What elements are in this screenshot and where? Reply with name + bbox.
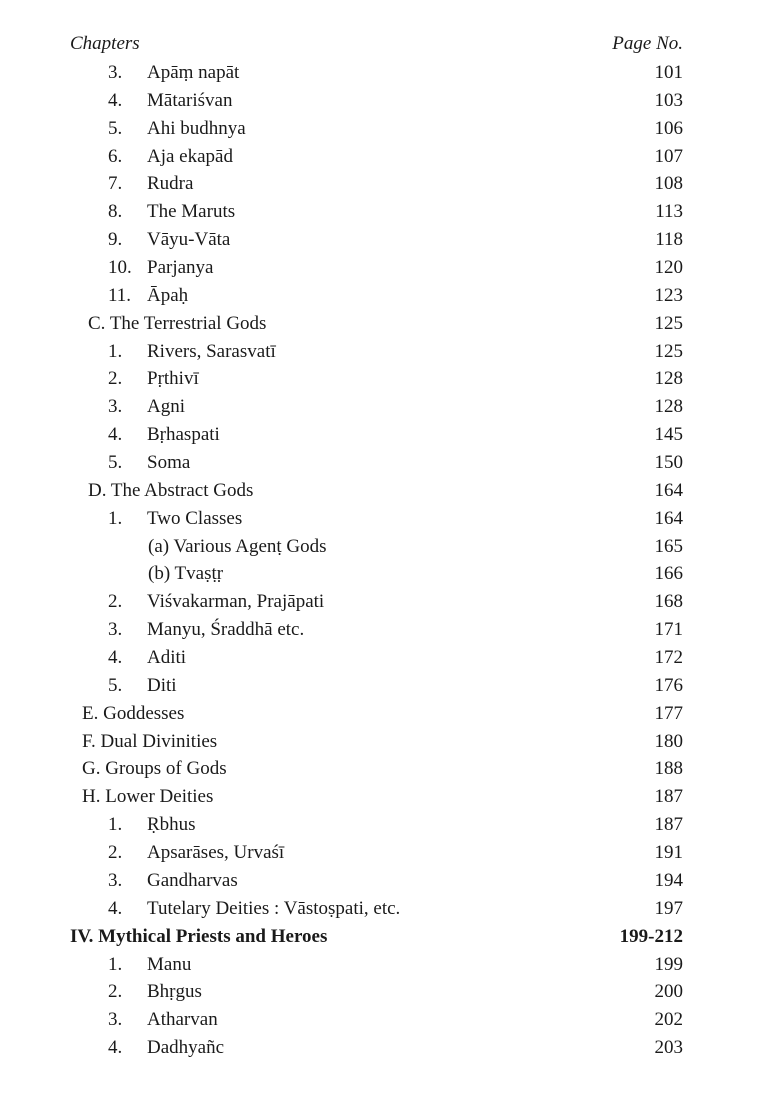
entry-title: H. Lower Deities <box>82 786 214 808</box>
toc-entry-row <box>0 953 780 981</box>
entry-number: 10. <box>108 257 132 279</box>
entry-title: Rudra <box>147 173 194 195</box>
entry-page-number: 188 <box>654 758 683 780</box>
entry-page-number: 101 <box>654 62 683 83</box>
entry-number: 7. <box>108 173 123 195</box>
entry-number: 2. <box>108 981 123 1003</box>
entry-page-number: 191 <box>654 842 683 864</box>
entry-title: E. Goddesses <box>82 702 185 724</box>
entry-title: C. The Terrestrial Gods <box>88 312 267 334</box>
entry-title: Apāṃ napāt <box>147 62 240 83</box>
entry-number: 9. <box>108 229 123 251</box>
entry-page-number: 164 <box>654 507 683 529</box>
toc-entry-row <box>0 117 780 145</box>
toc-entry-row <box>0 618 780 646</box>
toc-entry-row <box>0 562 780 590</box>
entry-number: 4. <box>108 897 123 919</box>
entry-number: 6. <box>108 145 123 167</box>
toc-entry-row <box>0 813 780 841</box>
entry-number: 1. <box>108 953 123 975</box>
entry-title: Manyu, Śraddhā etc. <box>147 619 305 641</box>
toc-entry-row <box>0 172 780 200</box>
table-of-contents <box>0 61 780 1064</box>
entry-title: Viśvakarman, Prajāpati <box>147 591 325 613</box>
toc-part-row <box>0 925 780 953</box>
entry-page-number: 166 <box>654 563 683 585</box>
entry-page-number: 125 <box>654 312 683 334</box>
toc-entry-row <box>0 200 780 228</box>
entry-number: 3. <box>108 396 123 418</box>
toc-entry-row <box>0 646 780 674</box>
entry-page-number: 107 <box>654 145 683 167</box>
entry-number: 4. <box>108 89 123 111</box>
toc-entry-row <box>0 869 780 897</box>
toc-entry-row <box>0 590 780 618</box>
toc-entry-row <box>0 507 780 535</box>
entry-number: 3. <box>108 1009 123 1031</box>
entry-number: 4. <box>108 647 123 669</box>
entry-number: 4. <box>108 1037 123 1059</box>
entry-page-number: 128 <box>654 368 683 390</box>
entry-page-number: 118 <box>655 229 683 251</box>
entry-page-number: 197 <box>654 897 683 919</box>
toc-entry-row <box>0 674 780 702</box>
entry-page-number: 106 <box>654 117 683 139</box>
entry-page-number: 120 <box>654 257 683 279</box>
entry-page-number: 123 <box>654 284 683 306</box>
toc-entry-row <box>0 980 780 1008</box>
toc-entry-row <box>0 256 780 284</box>
entry-title: Apsarāses, Urvaśī <box>147 842 285 864</box>
entry-page-number: 113 <box>655 201 683 223</box>
toc-entry-row <box>0 897 780 925</box>
entry-page-number: 150 <box>654 452 683 474</box>
entry-page-number: 164 <box>654 479 683 501</box>
toc-entry-row <box>0 145 780 173</box>
entry-title: Agni <box>147 396 185 418</box>
entry-page-number: 145 <box>654 424 683 446</box>
entry-page-number: 128 <box>654 396 683 418</box>
toc-entry-row <box>0 1036 780 1064</box>
entry-title: Two Classes <box>147 507 243 529</box>
entry-page-number: 165 <box>654 535 683 557</box>
entry-page-number: 171 <box>654 619 683 641</box>
entry-title: Aditi <box>147 647 187 669</box>
toc-section-row <box>0 312 780 340</box>
entry-page-number: 168 <box>654 591 683 613</box>
entry-title: Bhṛgus <box>147 981 202 1003</box>
entry-title: IV. Mythical Priests and Heroes <box>70 925 328 947</box>
entry-title: Atharvan <box>147 1009 218 1031</box>
toc-section-row <box>0 785 780 813</box>
entry-number: 8. <box>108 201 123 223</box>
entry-page-number: 199-212 <box>619 925 683 947</box>
page-no-heading: Page No. <box>612 33 683 54</box>
toc-entry-row <box>0 395 780 423</box>
entry-title: Mātariśvan <box>147 89 233 111</box>
entry-number: 11. <box>108 284 132 306</box>
entry-page-number: 200 <box>654 981 683 1003</box>
entry-page-number: 172 <box>654 647 683 669</box>
entry-number: 1. <box>108 340 123 362</box>
chapters-heading: Chapters <box>70 33 140 54</box>
entry-page-number: 108 <box>654 173 683 195</box>
entry-title: Gandharvas <box>147 869 238 891</box>
toc-entry-row <box>0 535 780 563</box>
entry-number: 1. <box>108 507 123 529</box>
entry-title: Aja ekapād <box>147 145 233 167</box>
toc-section-row <box>0 702 780 730</box>
entry-page-number: 187 <box>654 814 683 836</box>
entry-page-number: 176 <box>654 674 683 696</box>
entry-number: 4. <box>108 424 123 446</box>
entry-title: The Maruts <box>147 201 236 223</box>
entry-title: Parjanya <box>147 257 214 279</box>
entry-title: (a) Various Agenṭ Gods <box>148 535 327 557</box>
entry-page-number: 199 <box>654 953 683 975</box>
entry-title: Bṛhaspati <box>147 424 220 446</box>
entry-number: 5. <box>108 674 123 696</box>
entry-number: 2. <box>108 591 123 613</box>
toc-entry-row <box>0 284 780 312</box>
toc-entry-row <box>0 841 780 869</box>
entry-title: Tutelary Deities : Vāstoṣpati, etc. <box>147 897 401 919</box>
entry-page-number: 187 <box>654 786 683 808</box>
entry-number: 2. <box>108 842 123 864</box>
entry-title: Dadhyañc <box>147 1037 225 1059</box>
entry-number: 3. <box>108 62 123 83</box>
entry-page-number: 177 <box>654 702 683 724</box>
entry-number: 5. <box>108 117 123 139</box>
toc-entry-row <box>0 451 780 479</box>
toc-entry-row <box>0 89 780 117</box>
toc-entry-row <box>0 340 780 368</box>
toc-entry-row <box>0 61 780 89</box>
entry-title: Āpaḥ <box>147 284 189 306</box>
entry-title: Manu <box>147 953 192 975</box>
entry-title: Pṛthivī <box>147 368 199 390</box>
entry-title: Ṛbhus <box>147 814 196 836</box>
toc-entry-row <box>0 367 780 395</box>
toc-entry-row <box>0 423 780 451</box>
entry-title: D. The Abstract Gods <box>88 479 254 501</box>
toc-entry-row <box>0 1008 780 1036</box>
entry-number: 2. <box>108 368 123 390</box>
entry-page-number: 203 <box>654 1037 683 1059</box>
entry-title: Diti <box>147 674 177 696</box>
entry-number: 5. <box>108 452 123 474</box>
entry-number: 3. <box>108 869 123 891</box>
entry-title: Soma <box>147 452 191 474</box>
entry-title: F. Dual Divinities <box>82 730 218 752</box>
entry-title: G. Groups of Gods <box>82 758 227 780</box>
toc-entry-row <box>0 228 780 256</box>
entry-page-number: 180 <box>654 730 683 752</box>
entry-title: Ahi budhnya <box>147 117 246 139</box>
toc-section-row <box>0 730 780 758</box>
entry-page-number: 202 <box>654 1009 683 1031</box>
entry-page-number: 103 <box>654 89 683 111</box>
entry-page-number: 125 <box>654 340 683 362</box>
entry-title: Rivers, Sarasvatī <box>147 340 276 362</box>
toc-section-row <box>0 757 780 785</box>
entry-title: (b) Tvaṣṭṛ <box>148 563 224 585</box>
entry-number: 1. <box>108 814 123 836</box>
entry-page-number: 194 <box>654 869 683 891</box>
entry-title: Vāyu-Vāta <box>147 229 231 251</box>
entry-number: 3. <box>108 619 123 641</box>
toc-section-row <box>0 479 780 507</box>
